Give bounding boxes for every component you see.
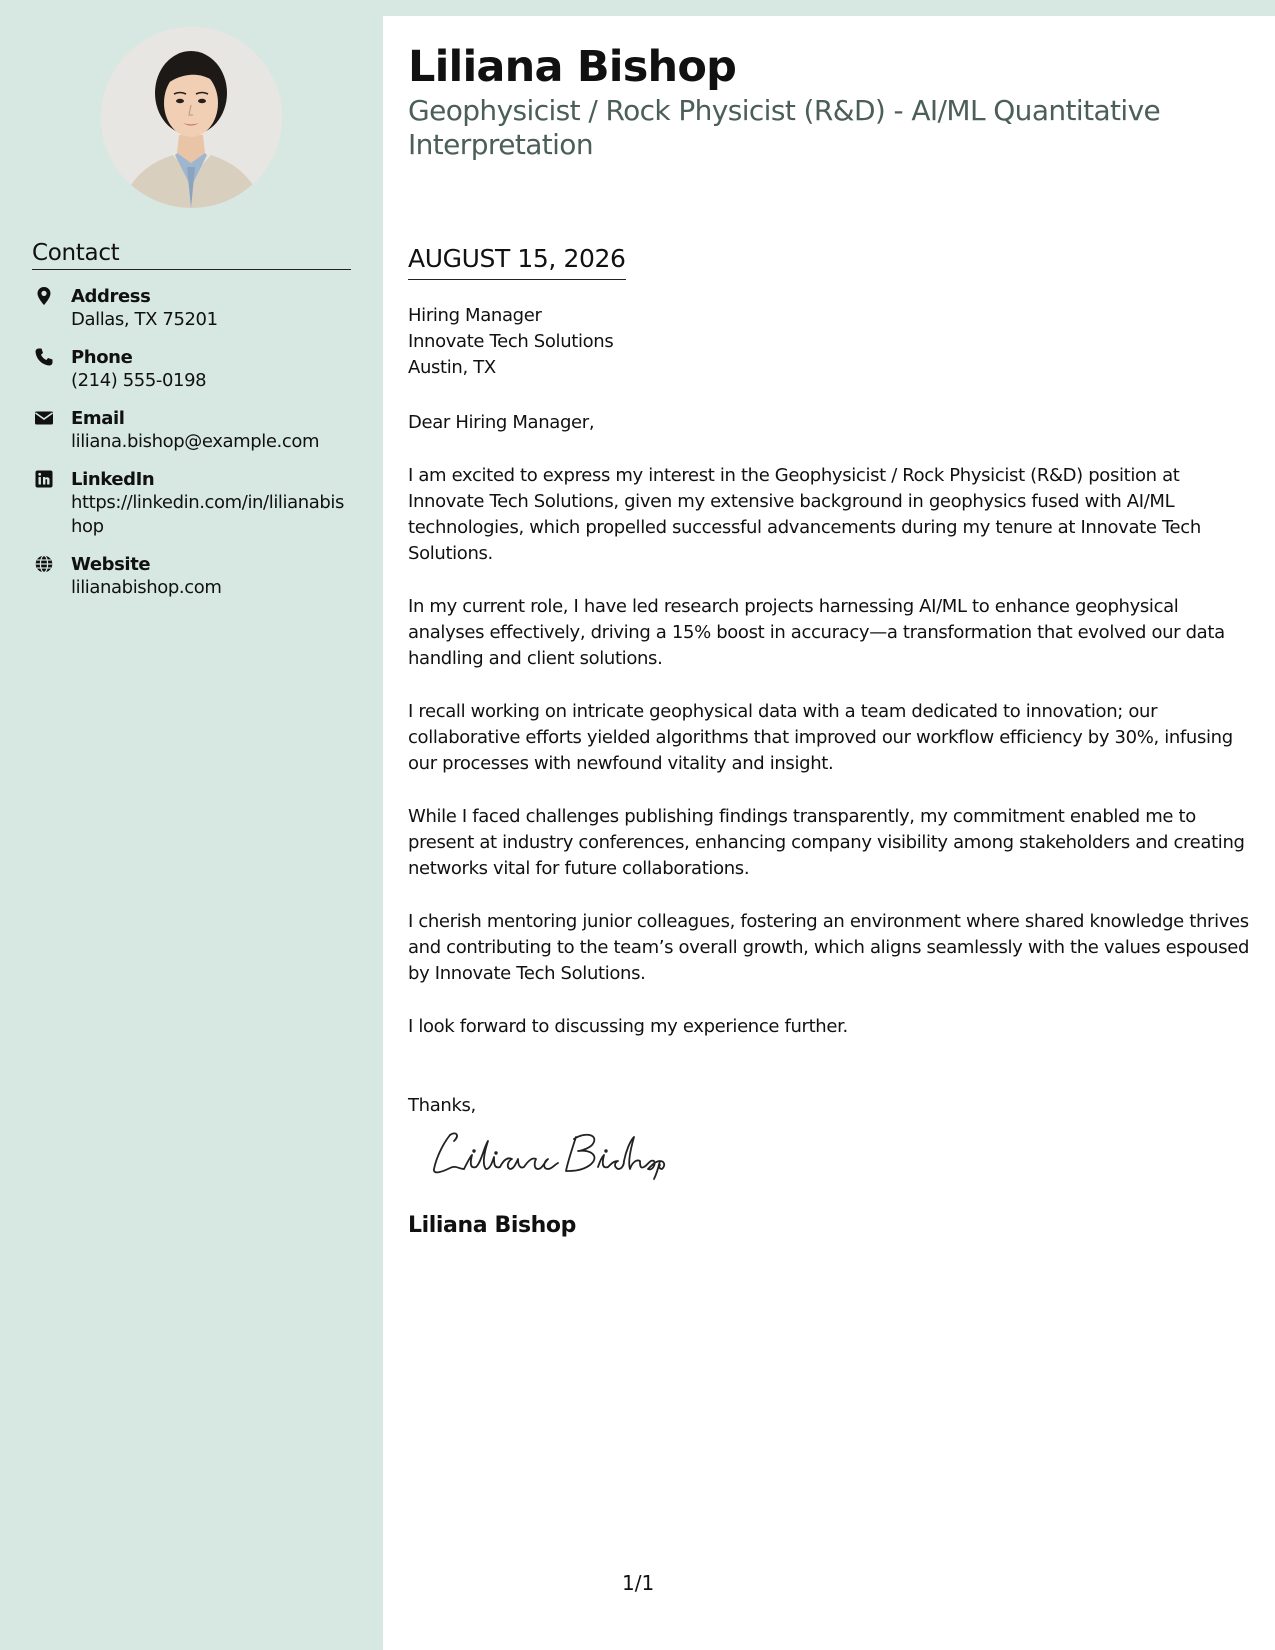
linkedin-link[interactable]: https://linkedin.com/in/lilianabishop <box>71 492 345 537</box>
contact-item-address <box>32 285 352 332</box>
envelope-icon <box>34 408 54 428</box>
letter-paragraph: I cherish mentoring junior colleagues, fostering an environment where shared knowledge thrives and contributing to the team’s overall growth, which aligns seamlessly with the values espoused by Innovate Tech Solutions. <box>408 911 1250 984</box>
page-number: 1/1 <box>622 1571 655 1595</box>
contact-item-email <box>32 407 352 454</box>
recipient-line: Hiring Manager <box>408 305 542 326</box>
letter-date: AUGUST 15, 2026 <box>408 244 626 280</box>
phone-icon <box>34 347 54 367</box>
address-value: Dallas, TX 75201 <box>71 309 218 330</box>
recipient-line: Austin, TX <box>408 357 496 378</box>
handwritten-signature <box>428 1125 668 1181</box>
email-link[interactable]: liliana.bishop@example.com <box>71 431 320 452</box>
contact-item-website <box>32 553 352 600</box>
recipient-block <box>408 303 1253 381</box>
phone-value: (214) 555-0198 <box>71 370 207 391</box>
sidebar <box>0 0 383 1650</box>
contact-item-linkedin <box>32 468 352 539</box>
letter-paragraph: I recall working on intricate geophysical data with a team dedicated to innovation; our collaborative efforts yielded algorithms that improved our workflow efficiency by 30%, infusing our processes with newfound vitality and insight. <box>408 701 1233 774</box>
website-link[interactable]: lilianabishop.com <box>71 577 222 598</box>
contact-label: LinkedIn <box>71 469 155 490</box>
candidate-name: Liliana Bishop <box>408 42 737 92</box>
contact-label: Phone <box>71 347 133 368</box>
signer-name: Liliana Bishop <box>408 1213 576 1238</box>
salutation: Dear Hiring Manager, <box>408 412 595 433</box>
contact-label: Address <box>71 286 151 307</box>
letter-paragraph: In my current role, I have led research projects harnessing AI/ML to enhance geophysical analyses effectively, driving a 15% boost in accuracy—a transformation that evolved our data handling and client solutions. <box>408 596 1225 669</box>
letter-paragraph: I look forward to discussing my experience further. <box>408 1016 848 1037</box>
contact-item-phone <box>32 346 352 393</box>
contact-list <box>32 285 352 614</box>
linkedin-icon <box>34 469 54 489</box>
location-pin-icon <box>34 286 54 306</box>
letter-paragraph: I am excited to express my interest in the Geophysicist / Rock Physicist (R&D) position at Innovate Tech Solutions, given my extensive background in geophysics fused with AI/ML technologies, which propelled successful advancements during my tenure at Innovate Tech Solutions. <box>408 465 1201 564</box>
letter-paragraph: While I faced challenges publishing findings transparently, my commitment enabled me to present at industry conferences, enhancing company visibility among stakeholders and creating networks vital for future collaborations. <box>408 806 1245 879</box>
contact-label: Website <box>71 554 151 575</box>
contact-heading: Contact <box>32 240 351 270</box>
job-title: Geophysicist / Rock Physicist (R&D) - AI/ML Quantitative Interpretation <box>408 94 1161 161</box>
recipient-line: Innovate Tech Solutions <box>408 331 614 352</box>
contact-label: Email <box>71 408 125 429</box>
letter-body <box>408 303 1253 1119</box>
avatar <box>101 27 282 208</box>
closing: Thanks, <box>408 1095 476 1116</box>
globe-icon <box>34 554 54 574</box>
